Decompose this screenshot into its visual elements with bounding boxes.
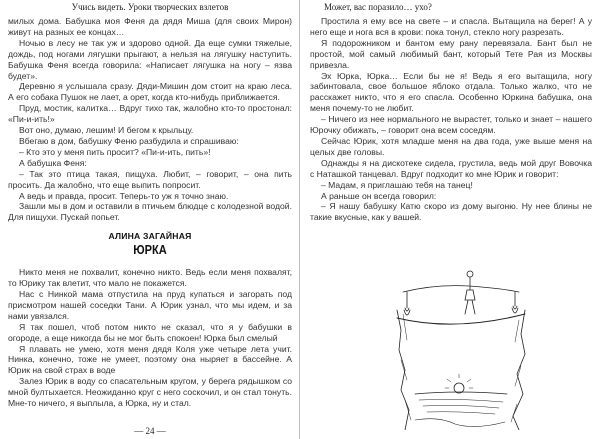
paragraph: Однажды я на дискотеке сидела, грустила, ведь мой друг Вовочка с Наташкой танцевал. Вдруг подходит ко мне Юрик и говорит: — [310, 157, 592, 179]
left-running-head: Учись видеть. Уроки творческих взлетов — [71, 2, 229, 12]
paragraph: Пруд, мостик, калитка… Вдруг тихо так, жалобно кто-то простонал: «Пи-и-ить!» — [8, 103, 292, 125]
paragraph: Никто меня не похвалит, конечно никто. Ведь если меня похвалят, то Юрику так влетит, что мало не покажется. — [8, 267, 292, 289]
dialogue-line: – Мадам, я приглашаю тебя на танец! — [321, 179, 473, 190]
dialogue-line: – Кто это у меня пить просит? «Пи-и-ить, пить»! — [19, 146, 211, 157]
paragraph: Нас с Нинкой мама отпустила на пруд купаться и загорать под присмотром нашей соседки Тани. А Юрик узнал, что мы идем, и за нами увязался. — [8, 289, 292, 321]
right-cliff — [513, 310, 525, 430]
paragraph: милых дома. Бабушка моя Феня да дядя Миша (для своих Мирон) живут на разных ее концах… — [8, 16, 292, 37]
paragraph: Деревню я услышала сразу. Дяди-Мишин дом стоит на краю леса. А его собака Пушок не лает, а орет, когда кто-нибудь приближается. — [8, 81, 292, 103]
tightrope-illustration — [395, 270, 527, 430]
paragraph: Ночью в лесу не так уж и здорово одной. Да еще сумки тяжелые, дождь, под ногами лягушки прыгают, а нельзя на лягушку наступить. Бабушка Феня всегда говорила: «Написает лягушка на ногу – язва будет». — [8, 37, 292, 81]
dialogue-line: – Так это птица такая, пищуха. Любит, – говорит, – она пить просить. Да жалобно, что еще выпить попросит. — [8, 168, 292, 190]
paragraph: А ведь и правда, просит. Теперь-то уж я точно знаю. — [19, 190, 229, 201]
paragraph: Эх Юрка, Юрка… Если бы не я! Ведь я его вытащила, ногу забинтовала, свое большое яблоко отдала. Только жалко, что не расскажет никто, что я его спасла. Особенно Юркина бабушка, она меня почему-то не любит. — [310, 70, 592, 114]
paragraph: Я плавать не умею, хотя меня дядя Коля уже четыре лета учит. Нинка, конечно, тоже не умеет, поэтому она ныряет в бассейне. А Юрик на свой страх в воде — [8, 343, 292, 376]
paragraph: Залез Юрик в воду со спасательным кругом, у берега рядышком со мной бултыхается. Неожиданно круг с него соскочил, и он стал тонуть. Мне-то ничего, я выплыла, а Юрка, ну и стал. — [8, 376, 292, 409]
page-number: — 24 — — [134, 426, 166, 436]
paragraph: Вбегаю в дом, бабушку Феню разбудила и спрашиваю: — [19, 135, 239, 146]
paragraph: Зашли мы в дом и оставили в птичьем блюдце с колодезной водой. Для пищухи. Пускай попьет. — [8, 201, 292, 223]
left-cliff — [397, 310, 409, 430]
right-running-head: Может, вас поразило… ухо? — [324, 2, 432, 12]
sun — [454, 383, 464, 393]
dialogue-line: – Ничего из нее нормального не вырастет, только и знает – нашего Юрочку обижать, – говорит она всем соседям. — [310, 114, 592, 136]
paragraph: А бабушка Феня: — [19, 157, 87, 168]
tightrope — [397, 314, 525, 324]
story-title: ЮРКА — [133, 242, 167, 258]
paragraph: А раньше он всегда говорил: — [321, 190, 437, 201]
dialogue-line: – Я нашу бабушку Катю скоро из дому выгоню. Ну нее блины не такие вкусные, как у вашей. — [310, 201, 592, 223]
paragraph: Я подорожником и бантом ему рану перевязала. Бант был не простой, мой самый любимый бант, который Тете Рая из Москвы привезла. — [310, 37, 592, 70]
paragraph: Простила я ему все на свете – и спасла. Вытащила на берег! А у него еще и нога вся в крови: пока тонул, стекло ногу разрезать. — [310, 16, 592, 37]
right-weight — [512, 292, 518, 313]
figure-body — [465, 277, 475, 314]
story-author: АЛИНА ЗАГАЙНАЯ — [108, 231, 192, 242]
paragraph: Я так пошел, чтоб потом никто не сказал, что я у бабушки в огороде, а еще никогда бы не мог быть спокоен! Юрка был смелый — [8, 321, 292, 343]
paragraph: Сейчас Юрик, хотя младше меня на два года, уже выше меня на целых две головы. — [310, 135, 592, 157]
paragraph: Вот оно, думаю, лешим! И бегом к крыльцу. — [19, 125, 194, 136]
balancing-pole — [403, 286, 519, 292]
figure-head — [467, 271, 473, 277]
left-weight — [404, 292, 410, 315]
